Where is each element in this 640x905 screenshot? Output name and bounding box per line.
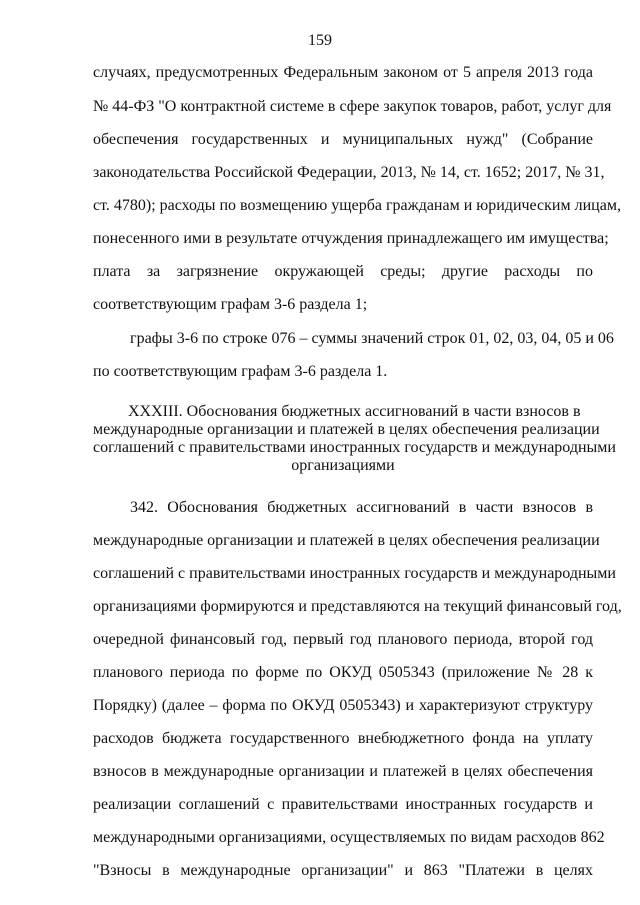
text-line: случаях, предусмотренных Федеральным законом от 5 апреля 2013 года xyxy=(93,64,593,81)
text-line: по соответствующим графам 3-6 раздела 1. xyxy=(93,363,388,380)
text-line: законодательства Российской Федерации, 2013, № 14, ст. 1652; 2017, № 31, xyxy=(93,164,605,181)
text-line: плата за загрязнение окружающей среды; другие расходы по xyxy=(93,263,593,280)
text-line: Порядку) (далее – форма по ОКУД 0505343) и характеризуют структуру xyxy=(93,697,593,714)
text-line: соглашений с правительствами иностранных государств и международными xyxy=(93,565,616,582)
text-line: графы 3-6 по строке 076 – суммы значений строк 01, 02, 03, 04, 05 и 06 xyxy=(130,330,614,347)
text-line: международными организациями, осуществляемых по видам расходов 862 xyxy=(93,829,605,846)
text-line: 342. Обоснования бюджетных ассигнований в части взносов в xyxy=(130,499,593,516)
text-line: планового периода по форме по ОКУД 0505343 (приложение № 28 к xyxy=(93,664,593,681)
page-number: 159 xyxy=(308,32,332,49)
text-line: очередной финансовый год, первый год планового периода, второй год xyxy=(93,631,593,648)
heading-line: соглашений с правительствами иностранных государств и международными xyxy=(93,439,616,456)
text-line: ст. 4780); расходы по возмещению ущерба гражданам и юридическим лицам, xyxy=(93,197,621,214)
heading-line: международные организации и платежей в целях обеспечения реализации xyxy=(93,421,600,438)
text-line: международные организации и платежей в целях обеспечения реализации xyxy=(93,532,600,549)
text-line: понесенного ими в результате отчуждения принадлежащего им имущества; xyxy=(93,230,609,247)
heading-line: XXXIII. Обоснования бюджетных ассигнований в части взносов в xyxy=(128,403,581,420)
text-line: реализации соглашений с правительствами иностранных государств и xyxy=(93,796,593,813)
text-line: обеспечения государственных и муниципальных нужд" (Собрание xyxy=(93,131,593,148)
text-line: № 44-ФЗ "О контрактной системе в сфере закупок товаров, работ, услуг для xyxy=(93,98,612,115)
text-line: соответствующим графам 3-6 раздела 1; xyxy=(93,296,368,313)
text-line: организациями формируются и представляются на текущий финансовый год, xyxy=(93,598,622,615)
text-line: "Взносы в международные организации" и 863 "Платежи в целях xyxy=(93,862,593,879)
text-line: взносов в международные организации и платежей в целях обеспечения xyxy=(93,763,593,780)
heading-line: организациями xyxy=(291,457,395,474)
text-line: расходов бюджета государственного внебюджетного фонда на уплату xyxy=(93,730,593,747)
